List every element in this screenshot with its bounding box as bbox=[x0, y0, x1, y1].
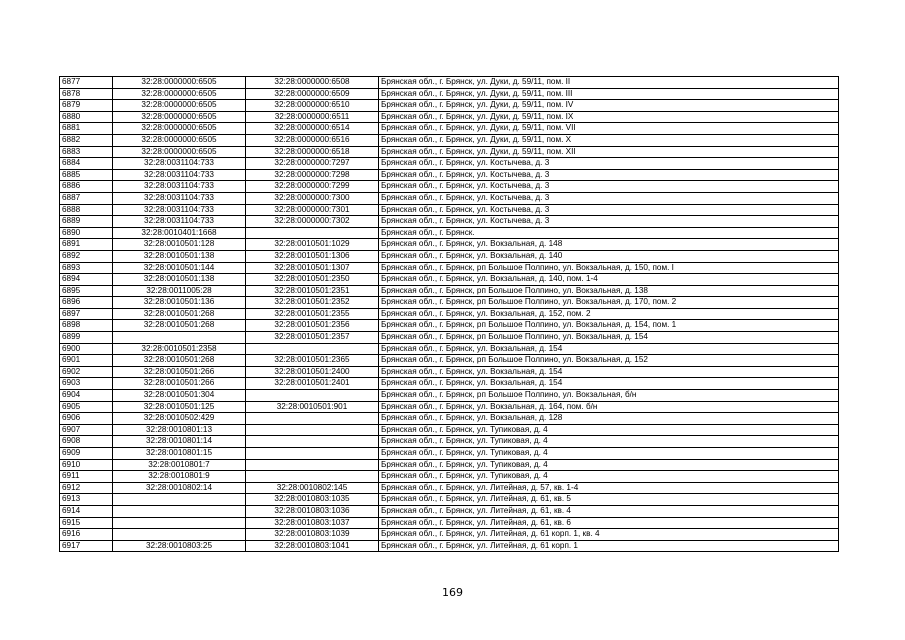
table-row bbox=[60, 158, 839, 170]
row-number-cell: 6882 bbox=[60, 134, 113, 146]
table-row bbox=[60, 204, 839, 216]
row-number-cell: 6891 bbox=[60, 239, 113, 251]
table-row bbox=[60, 262, 839, 274]
address-cell: Брянская обл., г. Брянск, ул. Литейная, д. 61, кв. 5 bbox=[379, 494, 839, 506]
address-cell: Брянская обл., г. Брянск, ул. Дуки, д. 59/11, пом. VII bbox=[379, 123, 839, 135]
cadastral-number-cell: 32:28:0010501:2355 bbox=[246, 308, 379, 320]
parent-cadastral-number-cell: 32:28:0031104:733 bbox=[113, 158, 246, 170]
address-cell: Брянская обл., г. Брянск, ул. Литейная, д. 61 корп. 1, кв. 4 bbox=[379, 529, 839, 541]
table-body bbox=[60, 77, 839, 552]
parent-cadastral-number-cell: 32:28:0000000:6505 bbox=[113, 111, 246, 123]
table-row bbox=[60, 77, 839, 89]
parent-cadastral-number-cell: 32:28:0000000:6505 bbox=[113, 123, 246, 135]
row-number-cell: 6896 bbox=[60, 297, 113, 309]
cadastral-number-cell: 32:28:0000000:7299 bbox=[246, 181, 379, 193]
address-cell: Брянская обл., г. Брянск, рп Большое Полпино, ул. Вокзальная, д. 154 bbox=[379, 332, 839, 344]
table-row bbox=[60, 355, 839, 367]
row-number-cell: 6892 bbox=[60, 250, 113, 262]
parent-cadastral-number-cell bbox=[113, 494, 246, 506]
row-number-cell: 6917 bbox=[60, 540, 113, 552]
table-row bbox=[60, 366, 839, 378]
row-number-cell: 6889 bbox=[60, 216, 113, 228]
row-number-cell: 6901 bbox=[60, 355, 113, 367]
table-row bbox=[60, 169, 839, 181]
parent-cadastral-number-cell: 32:28:0000000:6505 bbox=[113, 146, 246, 158]
parent-cadastral-number-cell bbox=[113, 529, 246, 541]
table-row bbox=[60, 181, 839, 193]
cadastral-number-cell: 32:28:0010501:2351 bbox=[246, 285, 379, 297]
row-number-cell: 6914 bbox=[60, 505, 113, 517]
table-row bbox=[60, 529, 839, 541]
parent-cadastral-number-cell: 32:28:0010801:14 bbox=[113, 436, 246, 448]
cadastral-number-cell: 32:28:0010803:1041 bbox=[246, 540, 379, 552]
cadastral-number-cell: 32:28:0000000:6510 bbox=[246, 100, 379, 112]
row-number-cell: 6878 bbox=[60, 88, 113, 100]
table-row bbox=[60, 448, 839, 460]
row-number-cell: 6915 bbox=[60, 517, 113, 529]
table-row bbox=[60, 482, 839, 494]
parent-cadastral-number-cell: 32:28:0010502:429 bbox=[113, 413, 246, 425]
address-cell: Брянская обл., г. Брянск, ул. Дуки, д. 59/11, пом. XII bbox=[379, 146, 839, 158]
table-row bbox=[60, 459, 839, 471]
table-row bbox=[60, 100, 839, 112]
parent-cadastral-number-cell: 32:28:0010501:268 bbox=[113, 308, 246, 320]
cadastral-number-cell: 32:28:0010802:145 bbox=[246, 482, 379, 494]
parent-cadastral-number-cell: 32:28:0000000:6505 bbox=[113, 134, 246, 146]
parent-cadastral-number-cell: 32:28:0010501:136 bbox=[113, 297, 246, 309]
cadastral-number-cell: 32:28:0000000:6514 bbox=[246, 123, 379, 135]
cadastral-number-cell: 32:28:0000000:6509 bbox=[246, 88, 379, 100]
cadastral-number-cell: 32:28:0000000:6518 bbox=[246, 146, 379, 158]
cadastral-number-cell bbox=[246, 424, 379, 436]
table-row bbox=[60, 436, 839, 448]
address-cell: Брянская обл., г. Брянск, ул. Вокзальная, д. 148 bbox=[379, 239, 839, 251]
address-cell: Брянская обл., г. Брянск, ул. Литейная, д. 61 корп. 1 bbox=[379, 540, 839, 552]
address-cell: Брянская обл., г. Брянск, ул. Тупиковая, д. 4 bbox=[379, 459, 839, 471]
parent-cadastral-number-cell bbox=[113, 505, 246, 517]
parent-cadastral-number-cell: 32:28:0000000:6505 bbox=[113, 100, 246, 112]
row-number-cell: 6893 bbox=[60, 262, 113, 274]
table-row bbox=[60, 250, 839, 262]
table-row bbox=[60, 297, 839, 309]
row-number-cell: 6883 bbox=[60, 146, 113, 158]
cadastral-number-cell bbox=[246, 436, 379, 448]
address-cell: Брянская обл., г. Брянск, ул. Костычева, д. 3 bbox=[379, 169, 839, 181]
table-row bbox=[60, 343, 839, 355]
cadastral-number-cell bbox=[246, 413, 379, 425]
address-cell: Брянская обл., г. Брянск, ул. Костычева, д. 3 bbox=[379, 192, 839, 204]
parent-cadastral-number-cell: 32:28:0010501:268 bbox=[113, 355, 246, 367]
address-cell: Брянская обл., г. Брянск, ул. Вокзальная, д. 164, пом. б/н bbox=[379, 401, 839, 413]
address-cell: Брянская обл., г. Брянск, ул. Вокзальная, д. 154 bbox=[379, 378, 839, 390]
table-row bbox=[60, 332, 839, 344]
table-row bbox=[60, 540, 839, 552]
cadastral-number-cell bbox=[246, 343, 379, 355]
address-cell: Брянская обл., г. Брянск, ул. Дуки, д. 59/11, пом. IX bbox=[379, 111, 839, 123]
row-number-cell: 6895 bbox=[60, 285, 113, 297]
address-cell: Брянская обл., г. Брянск, ул. Тупиковая, д. 4 bbox=[379, 448, 839, 460]
table-row bbox=[60, 88, 839, 100]
address-cell: Брянская обл., г. Брянск, ул. Вокзальная, д. 154 bbox=[379, 343, 839, 355]
table-row bbox=[60, 378, 839, 390]
row-number-cell: 6880 bbox=[60, 111, 113, 123]
address-cell: Брянская обл., г. Брянск, ул. Костычева, д. 3 bbox=[379, 216, 839, 228]
cadastral-number-cell bbox=[246, 471, 379, 483]
cadastral-number-cell: 32:28:0010501:1306 bbox=[246, 250, 379, 262]
parent-cadastral-number-cell: 32:28:0010501:304 bbox=[113, 390, 246, 402]
cadastral-number-cell: 32:28:0010501:2400 bbox=[246, 366, 379, 378]
address-cell: Брянская обл., г. Брянск, рп Большое Полпино, ул. Вокзальная, д. 170, пом. 2 bbox=[379, 297, 839, 309]
cadastral-number-cell: 32:28:0010501:1029 bbox=[246, 239, 379, 251]
row-number-cell: 6911 bbox=[60, 471, 113, 483]
parent-cadastral-number-cell: 32:28:0010501:144 bbox=[113, 262, 246, 274]
row-number-cell: 6894 bbox=[60, 274, 113, 286]
table-row bbox=[60, 123, 839, 135]
row-number-cell: 6906 bbox=[60, 413, 113, 425]
table-row bbox=[60, 192, 839, 204]
table-row bbox=[60, 505, 839, 517]
cadastral-number-cell: 32:28:0010501:901 bbox=[246, 401, 379, 413]
cadastral-number-cell: 32:28:0000000:7297 bbox=[246, 158, 379, 170]
cadastral-number-cell: 32:28:0010501:2352 bbox=[246, 297, 379, 309]
parent-cadastral-number-cell bbox=[113, 332, 246, 344]
row-number-cell: 6898 bbox=[60, 320, 113, 332]
address-cell: Брянская обл., г. Брянск, ул. Тупиковая, д. 4 bbox=[379, 436, 839, 448]
table-row bbox=[60, 308, 839, 320]
row-number-cell: 6905 bbox=[60, 401, 113, 413]
address-cell: Брянская обл., г. Брянск, ул. Литейная, д. 57, кв. 1-4 bbox=[379, 482, 839, 494]
row-number-cell: 6916 bbox=[60, 529, 113, 541]
address-cell: Брянская обл., г. Брянск, ул. Костычева, д. 3 bbox=[379, 181, 839, 193]
address-cell: Брянская обл., г. Брянск, рп Большое Полпино, ул. Вокзальная, д. 138 bbox=[379, 285, 839, 297]
address-cell: Брянская обл., г. Брянск, ул. Дуки, д. 59/11, пом. IV bbox=[379, 100, 839, 112]
row-number-cell: 6881 bbox=[60, 123, 113, 135]
cadastral-number-cell bbox=[246, 390, 379, 402]
parent-cadastral-number-cell: 32:28:0010501:125 bbox=[113, 401, 246, 413]
row-number-cell: 6884 bbox=[60, 158, 113, 170]
address-cell: Брянская обл., г. Брянск, ул. Дуки, д. 59/11, пом. II bbox=[379, 77, 839, 89]
table-row bbox=[60, 413, 839, 425]
cadastral-number-cell: 32:28:0010803:1039 bbox=[246, 529, 379, 541]
address-cell: Брянская обл., г. Брянск, рп Большое Полпино, ул. Вокзальная, б/н bbox=[379, 390, 839, 402]
row-number-cell: 6897 bbox=[60, 308, 113, 320]
address-cell: Брянская обл., г. Брянск. bbox=[379, 227, 839, 239]
cadastral-number-cell: 32:28:0000000:7300 bbox=[246, 192, 379, 204]
address-cell: Брянская обл., г. Брянск, ул. Вокзальная, д. 154 bbox=[379, 366, 839, 378]
parent-cadastral-number-cell: 32:28:0031104:733 bbox=[113, 169, 246, 181]
table-row bbox=[60, 146, 839, 158]
table-row bbox=[60, 401, 839, 413]
page-number: 169 bbox=[442, 586, 463, 599]
row-number-cell: 6879 bbox=[60, 100, 113, 112]
address-cell: Брянская обл., г. Брянск, ул. Вокзальная, д. 128 bbox=[379, 413, 839, 425]
row-number-cell: 6913 bbox=[60, 494, 113, 506]
parent-cadastral-number-cell: 32:28:0000000:6505 bbox=[113, 88, 246, 100]
cadastral-number-cell: 32:28:0010501:2350 bbox=[246, 274, 379, 286]
address-cell: Брянская обл., г. Брянск, ул. Костычева, д. 3 bbox=[379, 204, 839, 216]
address-cell: Брянская обл., г. Брянск, ул. Вокзальная, д. 152, пом. 2 bbox=[379, 308, 839, 320]
cadastral-number-cell: 32:28:0000000:7301 bbox=[246, 204, 379, 216]
row-number-cell: 6910 bbox=[60, 459, 113, 471]
cadastral-number-cell: 32:28:0000000:7298 bbox=[246, 169, 379, 181]
table-row bbox=[60, 320, 839, 332]
cadastral-number-cell: 32:28:0010803:1037 bbox=[246, 517, 379, 529]
cadastral-number-cell: 32:28:0010501:2357 bbox=[246, 332, 379, 344]
cadastral-number-cell: 32:28:0010501:2356 bbox=[246, 320, 379, 332]
table-row bbox=[60, 390, 839, 402]
row-number-cell: 6904 bbox=[60, 390, 113, 402]
parent-cadastral-number-cell: 32:28:0031104:733 bbox=[113, 192, 246, 204]
row-number-cell: 6877 bbox=[60, 77, 113, 89]
cadastral-number-cell: 32:28:0000000:7302 bbox=[246, 216, 379, 228]
row-number-cell: 6890 bbox=[60, 227, 113, 239]
row-number-cell: 6888 bbox=[60, 204, 113, 216]
address-cell: Брянская обл., г. Брянск, ул. Дуки, д. 59/11, пом. X bbox=[379, 134, 839, 146]
cadastral-number-cell bbox=[246, 227, 379, 239]
cadastral-number-cell: 32:28:0000000:6516 bbox=[246, 134, 379, 146]
row-number-cell: 6908 bbox=[60, 436, 113, 448]
cadastral-number-cell: 32:28:0000000:6511 bbox=[246, 111, 379, 123]
cadastral-number-cell: 32:28:0010501:2401 bbox=[246, 378, 379, 390]
table-row bbox=[60, 216, 839, 228]
parent-cadastral-number-cell: 32:28:0010501:138 bbox=[113, 250, 246, 262]
table-row bbox=[60, 274, 839, 286]
address-cell: Брянская обл., г. Брянск, ул. Вокзальная, д. 140, пом. 1-4 bbox=[379, 274, 839, 286]
cadastral-number-cell: 32:28:0010501:2365 bbox=[246, 355, 379, 367]
cadastral-number-cell: 32:28:0010803:1035 bbox=[246, 494, 379, 506]
parent-cadastral-number-cell: 32:28:0010501:268 bbox=[113, 320, 246, 332]
cadastral-number-cell: 32:28:0010803:1036 bbox=[246, 505, 379, 517]
table-row bbox=[60, 111, 839, 123]
parent-cadastral-number-cell: 32:28:0031104:733 bbox=[113, 216, 246, 228]
parent-cadastral-number-cell: 32:28:0010803:25 bbox=[113, 540, 246, 552]
parent-cadastral-number-cell: 32:28:0010501:266 bbox=[113, 378, 246, 390]
row-number-cell: 6909 bbox=[60, 448, 113, 460]
parent-cadastral-number-cell: 32:28:0010802:14 bbox=[113, 482, 246, 494]
table-row bbox=[60, 134, 839, 146]
row-number-cell: 6886 bbox=[60, 181, 113, 193]
parent-cadastral-number-cell: 32:28:0010401:1668 bbox=[113, 227, 246, 239]
row-number-cell: 6900 bbox=[60, 343, 113, 355]
cadastral-number-cell bbox=[246, 448, 379, 460]
parent-cadastral-number-cell: 32:28:0031104:733 bbox=[113, 204, 246, 216]
parent-cadastral-number-cell: 32:28:0010801:13 bbox=[113, 424, 246, 436]
parent-cadastral-number-cell: 32:28:0000000:6505 bbox=[113, 77, 246, 89]
table-row bbox=[60, 239, 839, 251]
parent-cadastral-number-cell: 32:28:0010801:15 bbox=[113, 448, 246, 460]
address-cell: Брянская обл., г. Брянск, ул. Литейная, д. 61, кв. 6 bbox=[379, 517, 839, 529]
parent-cadastral-number-cell: 32:28:0010501:2358 bbox=[113, 343, 246, 355]
table-row bbox=[60, 494, 839, 506]
row-number-cell: 6887 bbox=[60, 192, 113, 204]
table-row bbox=[60, 227, 839, 239]
parent-cadastral-number-cell: 32:28:0010501:128 bbox=[113, 239, 246, 251]
row-number-cell: 6903 bbox=[60, 378, 113, 390]
cadastral-number-cell: 32:28:0010501:1307 bbox=[246, 262, 379, 274]
address-cell: Брянская обл., г. Брянск, ул. Костычева, д. 3 bbox=[379, 158, 839, 170]
table-row bbox=[60, 517, 839, 529]
table-row bbox=[60, 471, 839, 483]
parent-cadastral-number-cell bbox=[113, 517, 246, 529]
address-cell: Брянская обл., г. Брянск, ул. Тупиковая, д. 4 bbox=[379, 424, 839, 436]
address-cell: Брянская обл., г. Брянск, ул. Литейная, д. 61, кв. 4 bbox=[379, 505, 839, 517]
address-cell: Брянская обл., г. Брянск, рп Большое Полпино, ул. Вокзальная, д. 152 bbox=[379, 355, 839, 367]
cadastral-number-cell bbox=[246, 459, 379, 471]
row-number-cell: 6907 bbox=[60, 424, 113, 436]
property-register-table bbox=[59, 76, 839, 552]
parent-cadastral-number-cell: 32:28:0010801:9 bbox=[113, 471, 246, 483]
row-number-cell: 6885 bbox=[60, 169, 113, 181]
address-cell: Брянская обл., г. Брянск, рп Большое Полпино, ул. Вокзальная, д. 150, пом. I bbox=[379, 262, 839, 274]
parent-cadastral-number-cell: 32:28:0010501:266 bbox=[113, 366, 246, 378]
parent-cadastral-number-cell: 32:28:0010501:138 bbox=[113, 274, 246, 286]
parent-cadastral-number-cell: 32:28:0011005:28 bbox=[113, 285, 246, 297]
address-cell: Брянская обл., г. Брянск, ул. Тупиковая, д. 4 bbox=[379, 471, 839, 483]
table-row bbox=[60, 285, 839, 297]
row-number-cell: 6899 bbox=[60, 332, 113, 344]
parent-cadastral-number-cell: 32:28:0010801:7 bbox=[113, 459, 246, 471]
cadastral-number-cell: 32:28:0000000:6508 bbox=[246, 77, 379, 89]
row-number-cell: 6912 bbox=[60, 482, 113, 494]
address-cell: Брянская обл., г. Брянск, рп Большое Полпино, ул. Вокзальная, д. 154, пом. 1 bbox=[379, 320, 839, 332]
parent-cadastral-number-cell: 32:28:0031104:733 bbox=[113, 181, 246, 193]
row-number-cell: 6902 bbox=[60, 366, 113, 378]
address-cell: Брянская обл., г. Брянск, ул. Дуки, д. 59/11, пом. III bbox=[379, 88, 839, 100]
address-cell: Брянская обл., г. Брянск, ул. Вокзальная, д. 140 bbox=[379, 250, 839, 262]
table-row bbox=[60, 424, 839, 436]
